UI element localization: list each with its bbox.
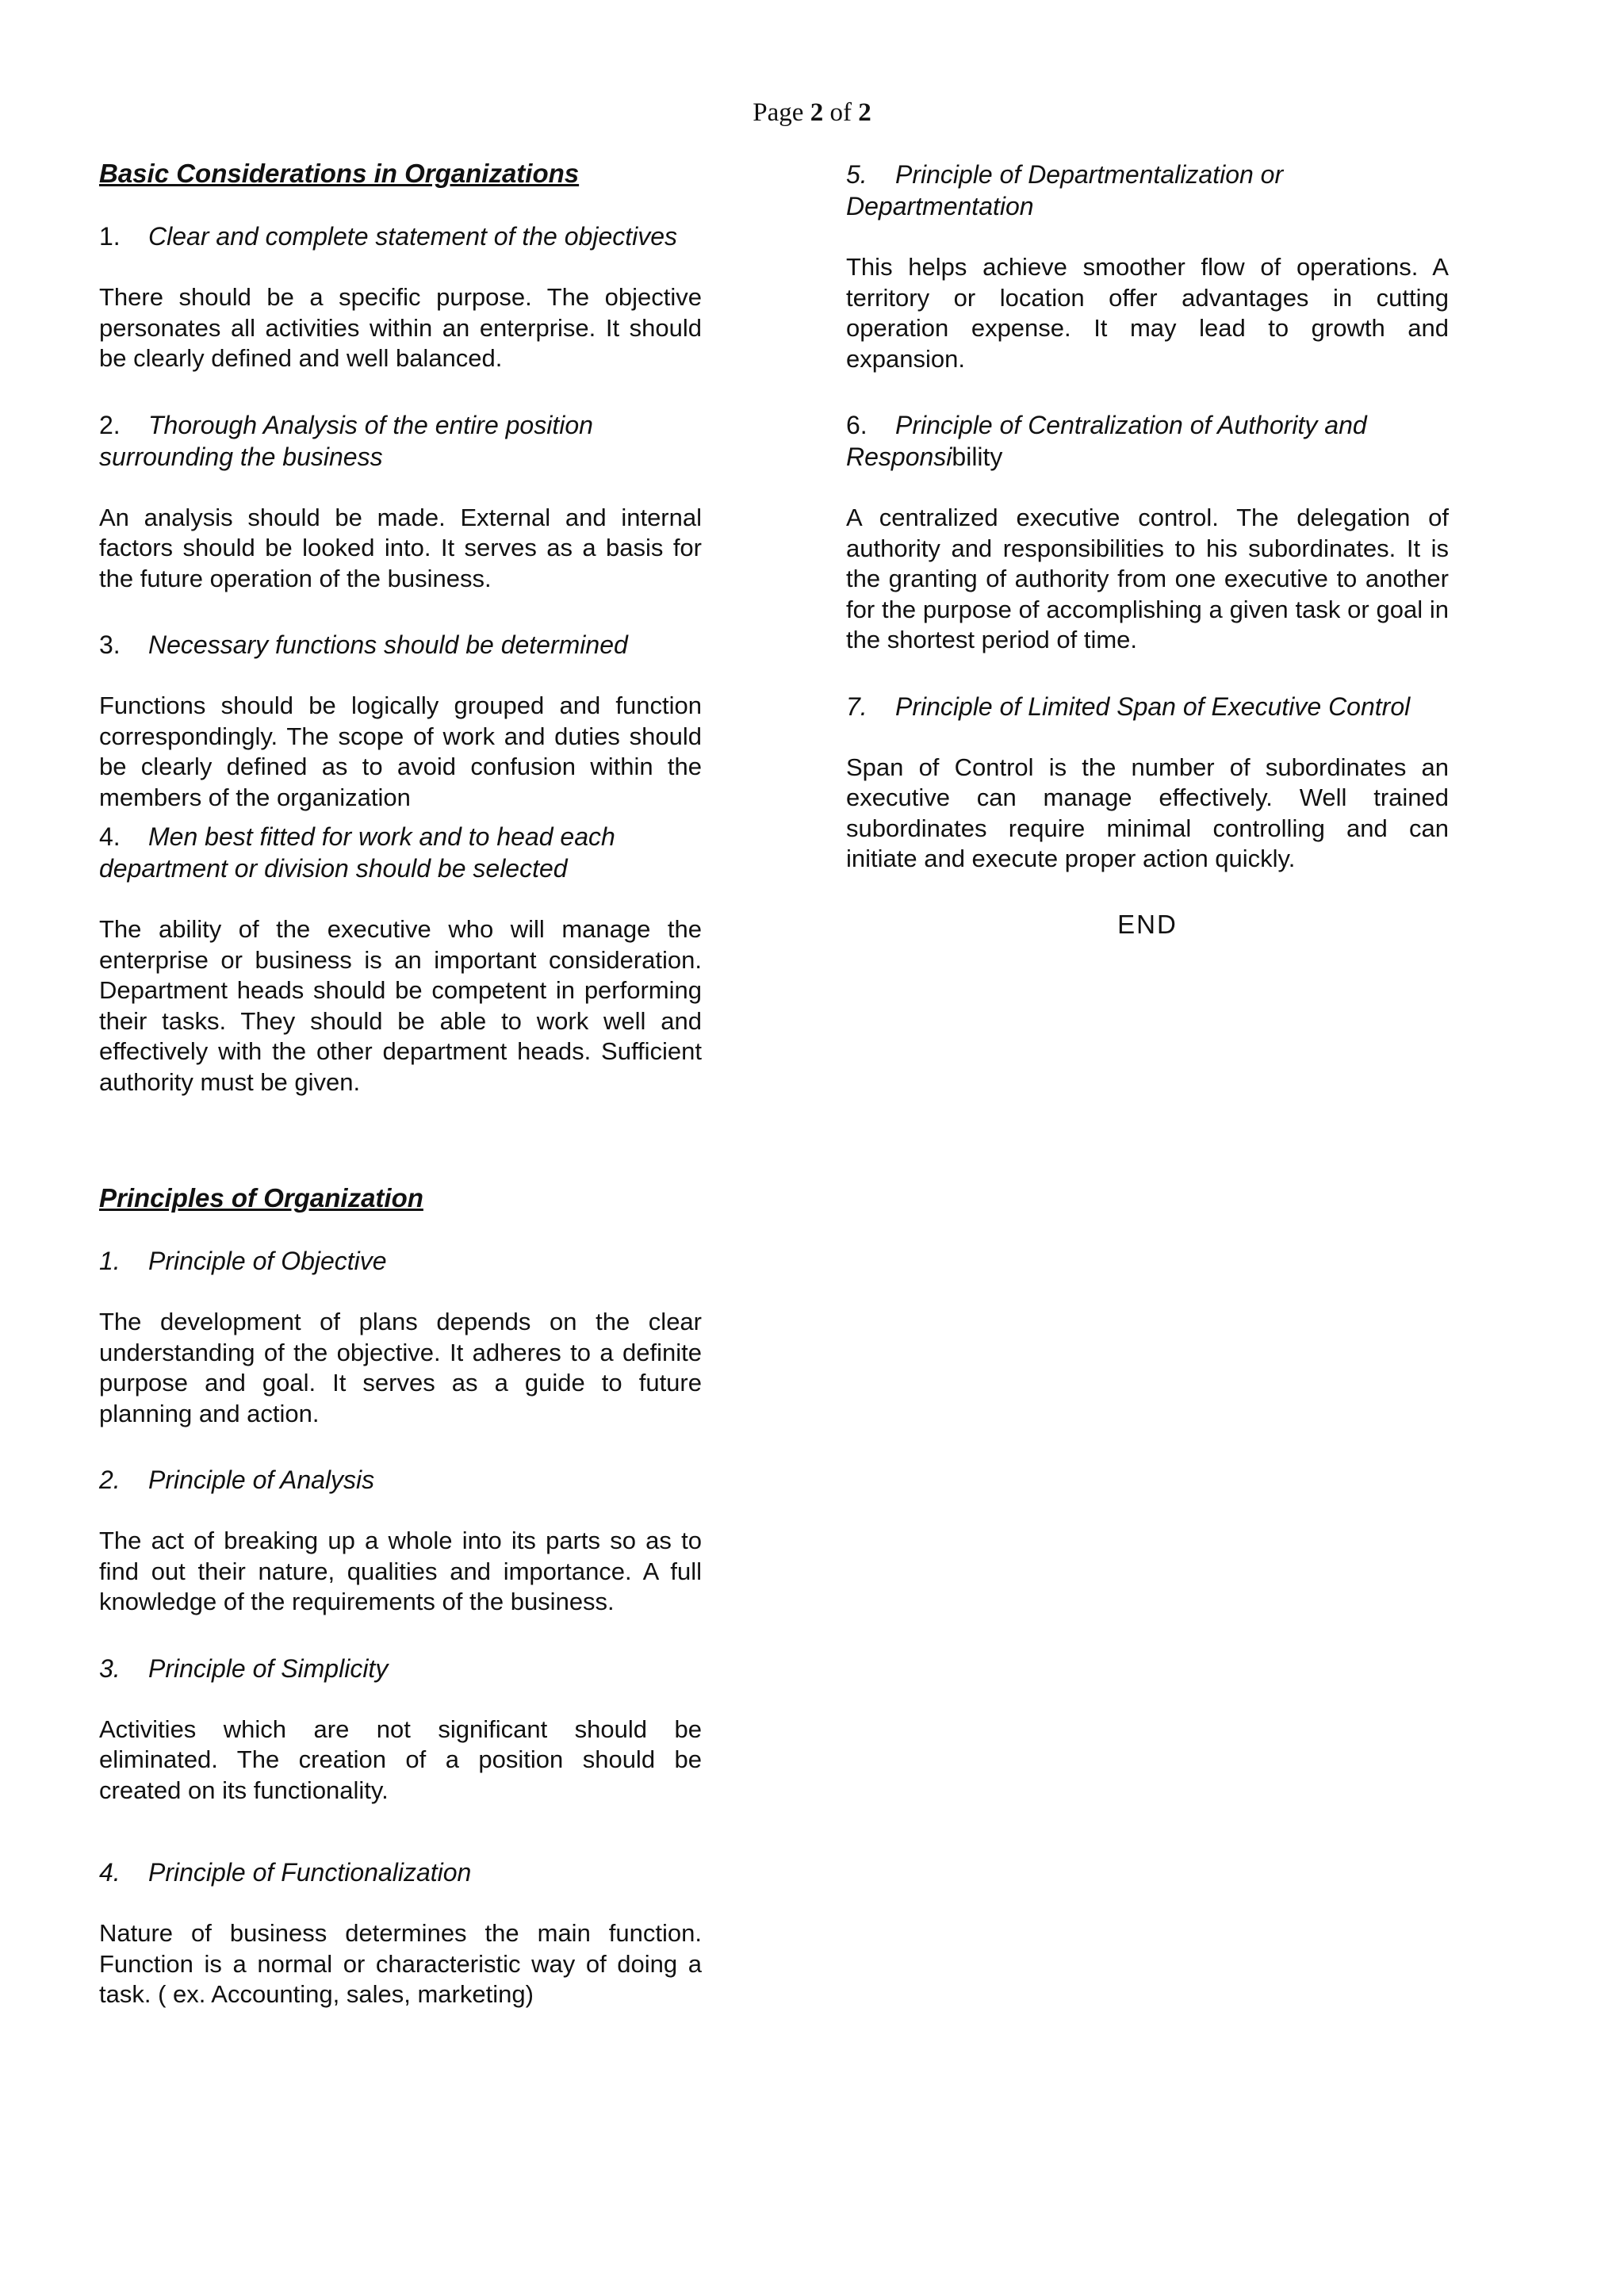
item-heading [99,1856,702,1888]
item-title: Principle of Functionalization [148,1858,472,1887]
item-paragraph: Span of Control is the number of subordinates an executive can manage effectively. Well trained subordinates require minimal controlling and can initiate and execute proper action quickly. [846,753,1449,872]
item-title: Men best fitted for work and to head each department or division should be selected [99,822,615,883]
item-number: 1. [99,1247,121,1275]
item-paragraph: An analysis should be made. External and internal factors should be looked into. It serves as a basis for the future operation of the business. [99,503,702,592]
item-number: 6. [846,411,868,439]
item-paragraph: The ability of the executive who will manage the enterprise or business is an important consideration. Department heads should be competent in performing their tasks. They should be able to work well and effectively with the other department heads. Sufficient authority must be given. [99,915,702,1096]
item-heading [99,821,702,884]
item-heading [99,629,702,661]
item-heading [99,1653,702,1684]
item-title-rest: bility [952,443,1003,471]
item-title: Thorough Analysis of the entire position surrounding the business [99,410,593,471]
total-page-number: 2 [858,98,871,127]
section-title-basic-considerations: Basic Considerations in Organizations [99,159,580,188]
current-page-number: 2 [810,98,824,127]
item-title: Principle of Departmentalization or Departmentation [846,160,1284,220]
item-number: 5. [846,160,868,189]
item-paragraph: Activities which are not significant should be eliminated. The creation of a position should be created on its functionality. [99,1715,702,1804]
item-paragraph: There should be a specific purpose. The objective personates all activities within an enterprise. It should be clearly defined and well balanced. [99,283,702,372]
item-title: Necessary functions should be determined [148,630,628,659]
item-title: Principle of Limited Span of Executive Control [895,692,1411,721]
item-heading [846,409,1449,473]
item-number: 2. [99,410,121,439]
item-paragraph: The development of plans depends on the clear understanding of the objective. It adheres to a definite purpose and goal. It serves as a guide to future planning and action. [99,1308,702,1427]
item-paragraph: Nature of business determines the main function. Function is a normal or characteristic way of doing a task. ( ex. Accounting, sales, marketing) [99,1919,702,2008]
page-label: Page [753,98,810,127]
item-paragraph: This helps achieve smoother flow of operations. A territory or location offer advantages in cutting operation expense. It may lead to growth and expansion. [846,253,1449,373]
item-number: 1. [99,222,121,251]
item-title-italic: Principle of Centralization of Authority and Responsi [846,411,1367,471]
section-title-principles: Principles of Organization [99,1183,423,1213]
item-heading [99,1245,702,1277]
item-title: Principle of Analysis [148,1466,375,1494]
item-heading [846,159,1449,222]
spacer [99,1132,702,1183]
item-number: 4. [99,1858,121,1887]
end-marker: END [1117,909,1178,939]
page-number-header [0,98,1624,128]
page-of-label: of [823,98,859,127]
item-heading [99,1464,702,1496]
item-heading [99,220,702,252]
item-paragraph: Functions should be logically grouped and function correspondingly. The scope of work and duties should be clearly defined as to avoid confusion within the members of the organization [99,692,702,811]
item-number: 7. [846,692,868,721]
item-paragraph: A centralized executive control. The delegation of authority and responsibilities to his subordinates. It is the granting of authority from one executive to another for the purpose of accomplishing a given task or goal in the shortest period of time. [846,504,1449,653]
item-title: Clear and complete statement of the objectives [148,222,678,251]
item-number: 3. [99,1653,121,1683]
right-column [846,159,1449,940]
item-number: 3. [99,630,121,659]
item-number: 4. [99,822,121,851]
item-title: Principle of Objective [148,1247,387,1275]
item-paragraph: The act of breaking up a whole into its parts so as to find out their nature, qualities and importance. A full knowledge of the requirements of the business. [99,1527,702,1615]
item-number: 2. [99,1466,121,1494]
item-heading [846,691,1449,722]
left-column [99,159,702,2045]
item-title: Principle of Simplicity [148,1653,389,1683]
item-heading [99,409,702,473]
